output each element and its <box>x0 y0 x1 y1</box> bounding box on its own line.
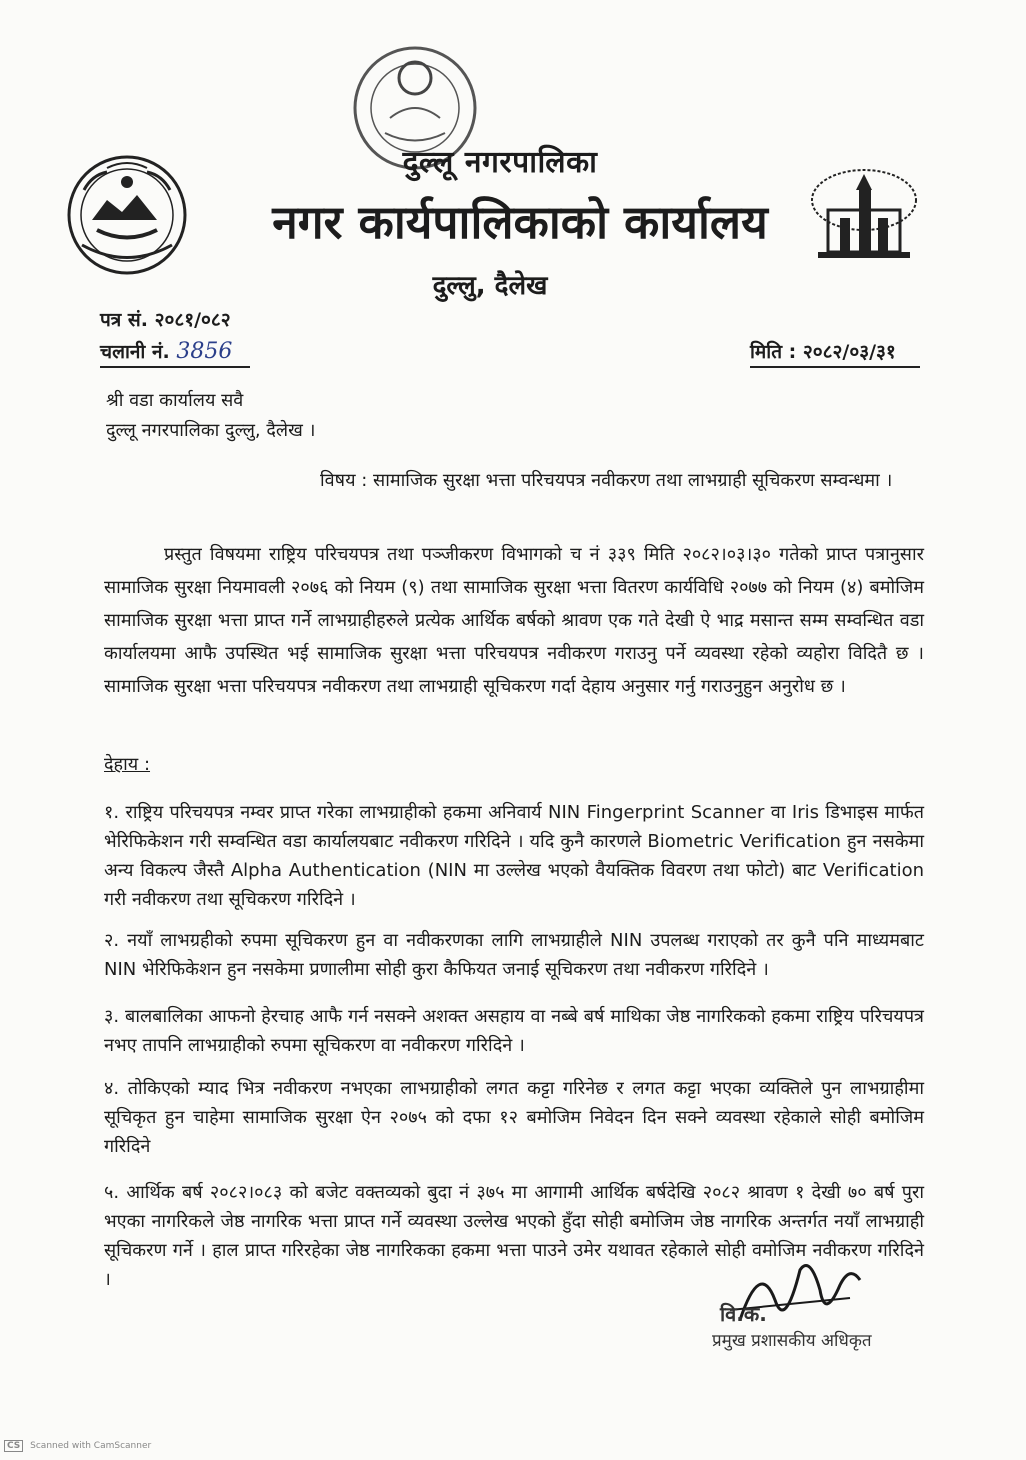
camscanner-logo: CS <box>4 1440 23 1452</box>
scanner-watermark <box>4 1440 151 1452</box>
signatory-initials: वि.क. <box>720 1302 767 1326</box>
addressee-line-1: श्री वडा कार्यालय सवै <box>106 390 244 411</box>
letter-subject: विषय : सामाजिक सुरक्षा भत्ता परिचयपत्र नवीकरण तथा लाभग्राही सूचिकरण सम्वन्धमा । <box>320 470 893 491</box>
list-item-3: ३. बालबालिका आफनो हेरचाह आफै गर्न नसक्ने अशक्त असहाय वा नब्बे बर्ष माथिका जेष्ठ नागरिकको हकमा राष्ट्रिय परिचयपत्र नभए तापनि लाभग्राहीको रुपमा सूचिकरण वा नवीकरण गरिदिने । <box>104 1006 924 1056</box>
letter-date: मिति : २०८२/०३/३१ <box>750 338 920 368</box>
dispatch-label: चलानी नं. <box>100 341 170 363</box>
scanner-text: Scanned with CamScanner <box>30 1441 152 1451</box>
list-item-2: २. नयाँ लाभग्रहीको रुपमा सूचिकरण हुन वा नवीकरणका लागि लाभग्राहीले NIN उपलब्ध गराएको तर कुनै पनि माध्यमबाट NIN भेरिफिकेशन हुन नसकेमा प्रणालीमा सोही कुरा कैफियत जनाई सूचिकरण तथा नवीकरण गरिदिने । <box>104 930 924 980</box>
nepal-emblem-icon <box>62 150 192 280</box>
list-item-1: १. राष्ट्रिय परिचयपत्र नम्वर प्राप्त गरेका लाभग्राहीको हकमा अनिवार्य NIN Fingerprint Scanner वा Iris डिभाइस मार्फत भेरिफिकेशन गरी सम्वन्धित वडा कार्यालयबाट नवीकरण गरिदिने । यदि कुनै कारणले Biometric Verification हुन नसकेमा अन्य विकल्प जैस्तै Alpha Authentication (NIN मा उल्लेख भएको वैयक्तिक विवरण तथा फोटो) बाट Verification गरी नवीकरण तथा सूचिकरण गरिदिने । <box>104 802 924 910</box>
intro-paragraph: प्रस्तुत विषयमा राष्ट्रिय परिचयपत्र तथा पञ्जीकरण विभागको च नं ३३९ मिति २०८२।०३।३० गतेको प्राप्त पत्रानुसार सामाजिक सुरक्षा नियमावली २०७६ को नियम (९) तथा सामाजिक सुरक्षा भत्ता वितरण कार्यविधि २०७७ को नियम (४) बमोजिम सामाजिक सुरक्षा भत्ता प्राप्त गर्ने लाभग्राहीहरुले प्रत्येक आर्थिक बर्षको श्रावण एक गते देखी ऐ भाद्र मसान्त सम्म सम्वन्धित वडा कार्यालयमा आफै उपस्थित भई सामाजिक सुरक्षा भत्ता परिचयपत्र नवीकरण गराउनु पर्ने व्यवस्था रहेको व्यहोरा विदितै छ । सामाजिक सुरक्षा भत्ता परिचयपत्र नवीकरण तथा लाभग्राही सूचिकरण गर्दा देहाय अनुसार गर्नु गराउनुहुन अनुरोध छ । <box>104 544 924 697</box>
office-address: दुल्लु, दैलेख <box>432 271 548 301</box>
list-item-4: ४. तोकिएको म्याद भित्र नवीकरण नभएका लाभग्राहीको लगत कट्टा गरिनेछ र लगत कट्टा भएका व्यक्तिले पुन लाभग्राहीमा सूचिकृत हुन चाहेमा सामाजिक सुरक्षा ऐन २०७५ को दफा १२ बमोजिम निवेदन दिन सक्ने व्यवस्था रहेकाले सोही बमोजिम गरिदिने <box>104 1078 924 1157</box>
addressee-line-2: दुल्लू नगरपालिका दुल्लु, दैलेख । <box>106 420 316 441</box>
municipality-name: दुल्लू नगरपालिका <box>402 145 598 180</box>
signatory-title: प्रमुख प्रशासकीय अधिकृत <box>712 1331 872 1351</box>
list-item-5: ५. आर्थिक बर्ष २०८२।०८३ को बजेट वक्तव्यको बुदा नं ३७५ मा आगामी आर्थिक बर्षदेखि २०८२ श्रावण १ देखी ७० बर्ष पुरा भएका नागरिकले जेष्ठ नागरिक भत्ता प्राप्त गर्ने व्यवस्था उल्लेख भएको हुँदा सोही बमोजिम जेष्ठ नागरिक अन्तर्गत नयाँ लाभग्राही सूचिकरण गर्ने । हाल प्राप्त गरिरहेका जेष्ठ नागरिकका हकमा भत्ता पाउने उमेर यथावत रहेकाले सोही वमोजिम नवीकरण गरिदिने । <box>104 1182 924 1290</box>
temple-logo-icon <box>806 160 922 268</box>
list-heading: देहाय : <box>104 754 151 775</box>
office-title: नगर कार्यपालिकाको कार्यालय <box>272 195 768 249</box>
dispatch-handwritten-number: 3856 <box>176 339 233 364</box>
dispatch-number <box>100 338 250 368</box>
letter-number: पत्र सं. २०८१/०८२ <box>100 309 231 331</box>
